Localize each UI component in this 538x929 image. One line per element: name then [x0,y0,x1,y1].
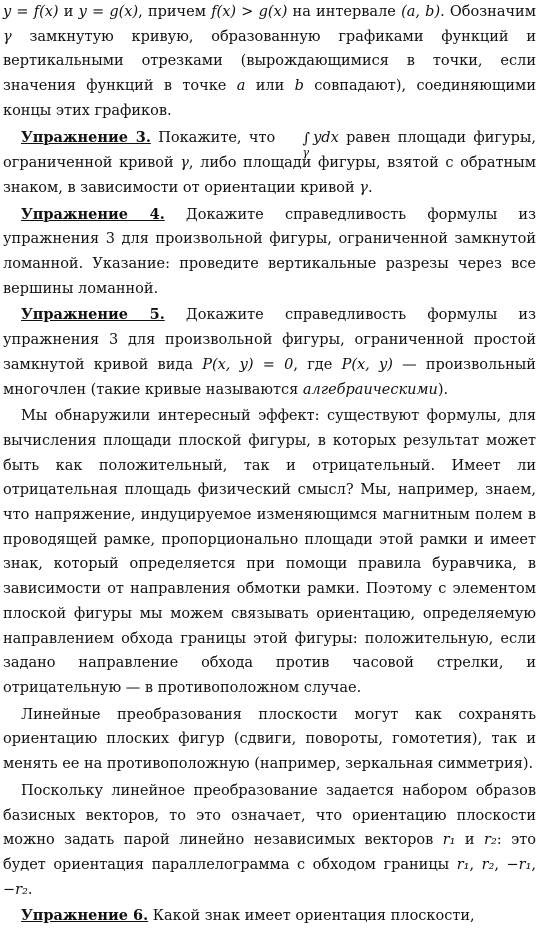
paragraph-linear [3,703,536,777]
text-run: . [27,881,33,898]
text-run: на интервале [287,4,402,20]
text-run: Докажите справедливость формулы из упражнения 3 для произвольной фигуры, ограниченной простой замкнутой кривой вида [3,307,536,373]
text-run: Поскольку линейное преобразование задается набором образов базисных векторов, то это означает, что ориентацию плоскости можно задать парой линейно независимых векторов [3,782,536,849]
text-run: . [367,179,373,196]
exercise-label: Упражнение 3. [21,128,151,146]
text-run: и [455,832,485,849]
text-run: Мы обнаружили интересный эффект: существуют формулы, для вычисления площади плоской фигуры, в которых результат может быть как положительный, так и отрицательный. Имеет ли отрицательная площадь физический смысл? Мы, например, знаем, что напряжение, индуцируемое изменяющимся магнитным полем в проводящей рамке, пропорционально площади этой рамки и имеет знак, который определяется при помощи правила буравчика, в зависимости от направления обмотки рамки. Поэтому с элементом плоской фигуры мы можем связывать ориентацию, определяемую направлением обхода границы этой фигуры: положительную, если задано направление обхода против часовой стрелки, и отрицательную — в противоположном случае. [3,408,536,696]
math-expression: −r₁ [506,856,532,873]
text-run: , где [293,356,342,373]
math-expression: γ [180,155,189,172]
text-run: , либо площади фигуры, взятой с обратным знаком, в зависимости от ориентации кривой [3,155,536,196]
integral-sign [285,127,311,159]
exercise-label: Упражнение 6. [21,907,149,925]
emphasized-term: алгебраическими [302,381,438,398]
text-run: . Обозначим [440,4,537,20]
text-run: ). [437,381,449,398]
math-expression: P(x, y) [341,356,393,373]
math-expression: y = g(x) [78,4,139,20]
math-expression: P(x, y) = 0 [202,356,294,373]
integral-symbol: ∫ [302,130,311,147]
math-expression: γ [3,28,12,45]
math-expression: ydx [313,129,339,146]
text-run: , [531,856,537,873]
text-run: Какой знак имеет ориентация плоскости, [148,908,475,925]
paragraph-exercise-4 [3,203,536,302]
text-run: Покажите, что [150,129,283,146]
paragraph-exercise-5 [3,303,536,402]
math-expression: y = f(x) [3,4,59,20]
math-expression: a [236,78,246,95]
math-expression: r₂ [481,856,495,873]
text-run: равен площади фигуры, ограниченной кривой [3,129,536,172]
text-run: , [469,856,482,873]
document-page [3,0,536,929]
paragraph-intro [3,0,536,124]
math-expression: r₂ [484,832,497,849]
math-expression: −r₂ [3,881,28,898]
paragraph-exercise-6 [3,904,536,929]
math-expression: r₁ [442,832,456,849]
text-run: Докажите справедливость формулы из упражнения 3 для произвольной фигуры, ограниченной замкнутой ломанной. Указание: проведите вертикальные разрезы через все вершины ломанной. [3,206,536,297]
paragraph-effect [3,404,536,700]
text-run: и [58,4,79,20]
text-run: Линейные преобразования плоскости могут как сохранять ориентацию плоских фигур (сдвиги, повороты, гомотетия), так и менять ее на противоположную (например, зеркальная симметрия). [3,706,536,773]
math-expression: r₁ [456,856,470,873]
integral-subscript: γ [302,145,310,159]
exercise-label: Упражнение 4. [21,205,165,223]
math-expression: (a, b) [401,4,441,20]
text-run: — произвольный многочлен (такие кривые называются [3,356,536,398]
text-run: , причем [138,4,212,20]
paragraph-basis [3,779,536,903]
text-run: совпадают), соединяющими концы этих графиков. [3,78,536,119]
math-expression: f(x) > g(x) [211,4,288,20]
math-expression: b [294,78,304,95]
text-run: , [494,856,507,873]
paragraph-exercise-3 [3,126,536,201]
math-expression: γ [359,179,368,196]
text-run: или [245,78,295,95]
text-run: замкнутую кривую, образованную графиками функций и вертикальными отрезками (вырождающимися в точки, если значения функций в точке [3,28,536,95]
exercise-label: Упражнение 5. [21,306,165,324]
text-run: : это будет ориентация параллелограмма с обходом границы [3,832,536,873]
